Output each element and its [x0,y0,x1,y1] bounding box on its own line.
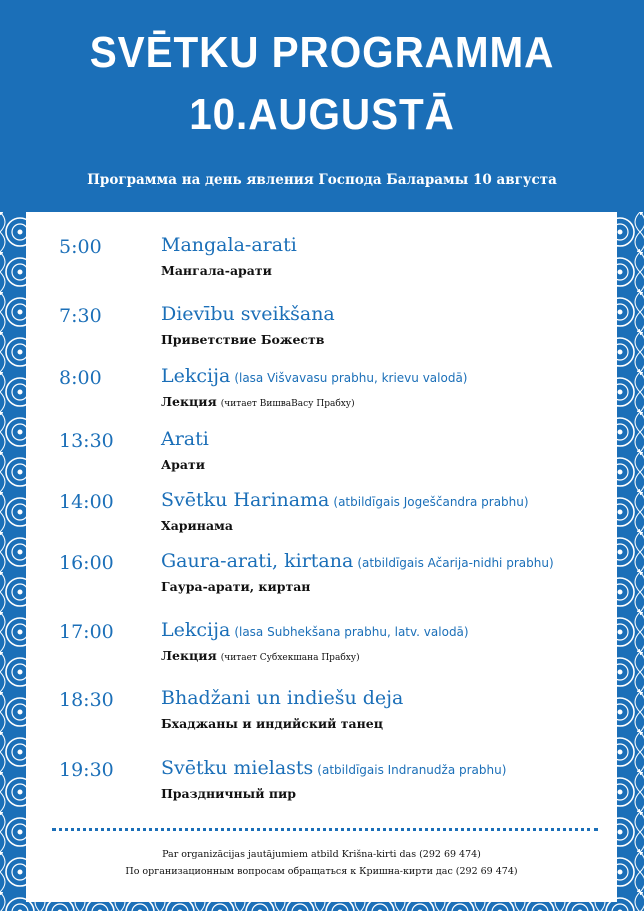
footer-contact-ru: По организационным вопросам обращаться к Кришна-кирти дас (292 69 474) [125,866,518,877]
event-title: Svētku Harinama [161,489,330,511]
schedule-event [161,757,506,779]
ru-title: Гаура-арати, киртан [161,579,311,594]
event-title: Dievību sveikšana [161,303,335,325]
ru-title: Праздничный пир [161,786,296,801]
ru-title: Мангала-арати [161,263,272,278]
event-title: Lekcija [161,365,231,387]
page-title-line1: SVĒTKU PROGRAMMA [89,28,555,77]
footer-contact-lv: Par organizācijas jautājumiem atbild Krišna-kirti das (292 69 474) [162,849,481,860]
schedule-event [161,550,554,572]
schedule-event [161,619,469,641]
ru-title: Арати [161,457,206,472]
schedule-ru [161,648,360,663]
schedule-time: 13:30 [59,430,114,452]
event-title: Lekcija [161,619,231,641]
schedule-time: 14:00 [59,491,114,513]
schedule-time: 16:00 [59,552,114,574]
ru-note: (читает Субхекшана Прабху) [220,653,360,663]
schedule-ru [161,518,237,533]
schedule-time: 7:30 [59,305,102,327]
ru-note: (читает ВишваВасу Прабху) [220,399,355,409]
schedule-ru [161,332,328,347]
page-subtitle: Программа на день явления Господа Баларамы 10 августа [87,172,557,188]
event-title: Mangala-arati [161,234,297,256]
schedule-time: 8:00 [59,367,102,389]
dotted-divider [52,828,598,831]
schedule-time: 17:00 [59,621,114,643]
schedule-ru [161,457,209,472]
schedule-event [161,428,213,450]
schedule-time: 18:30 [59,689,114,711]
ru-title: Харинама [161,518,234,533]
schedule-ru [161,394,355,409]
ru-title: Лекция [161,394,217,409]
schedule-event [161,234,301,256]
schedule-ru [161,263,276,278]
event-note: (atbildīgais Jogeščandra prabhu) [333,495,529,509]
schedule-ru [161,716,387,731]
event-note: (atbildīgais Indranudža prabhu) [317,763,507,777]
schedule-event [161,687,407,709]
schedule-event [161,365,467,387]
event-note: (lasa Subhekšana prabhu, latv. valodā) [234,625,469,639]
schedule-time: 5:00 [59,236,102,258]
schedule-ru [161,786,300,801]
ru-title: Приветствие Божеств [161,332,325,347]
schedule-card [26,212,617,902]
ru-title: Лекция [161,648,217,663]
event-note: (lasa Višvavasu prabhu, krievu valodā) [234,371,468,385]
event-title: Bhadžani un indiešu deja [161,687,404,709]
event-title: Svētku mielasts [161,757,314,779]
schedule-time: 19:30 [59,759,114,781]
schedule-event [161,303,339,325]
event-note: (atbildīgais Ačarija-nidhi prabhu) [357,556,554,570]
schedule-ru [161,579,314,594]
event-title: Gaura-arati, kirtana [161,550,354,572]
event-title: Arati [161,428,209,450]
header [0,0,644,212]
page-title-line2: 10.AUGUSTĀ [189,90,455,139]
ru-title: Бхаджаны и индийский танец [161,716,383,731]
schedule-event [161,489,529,511]
